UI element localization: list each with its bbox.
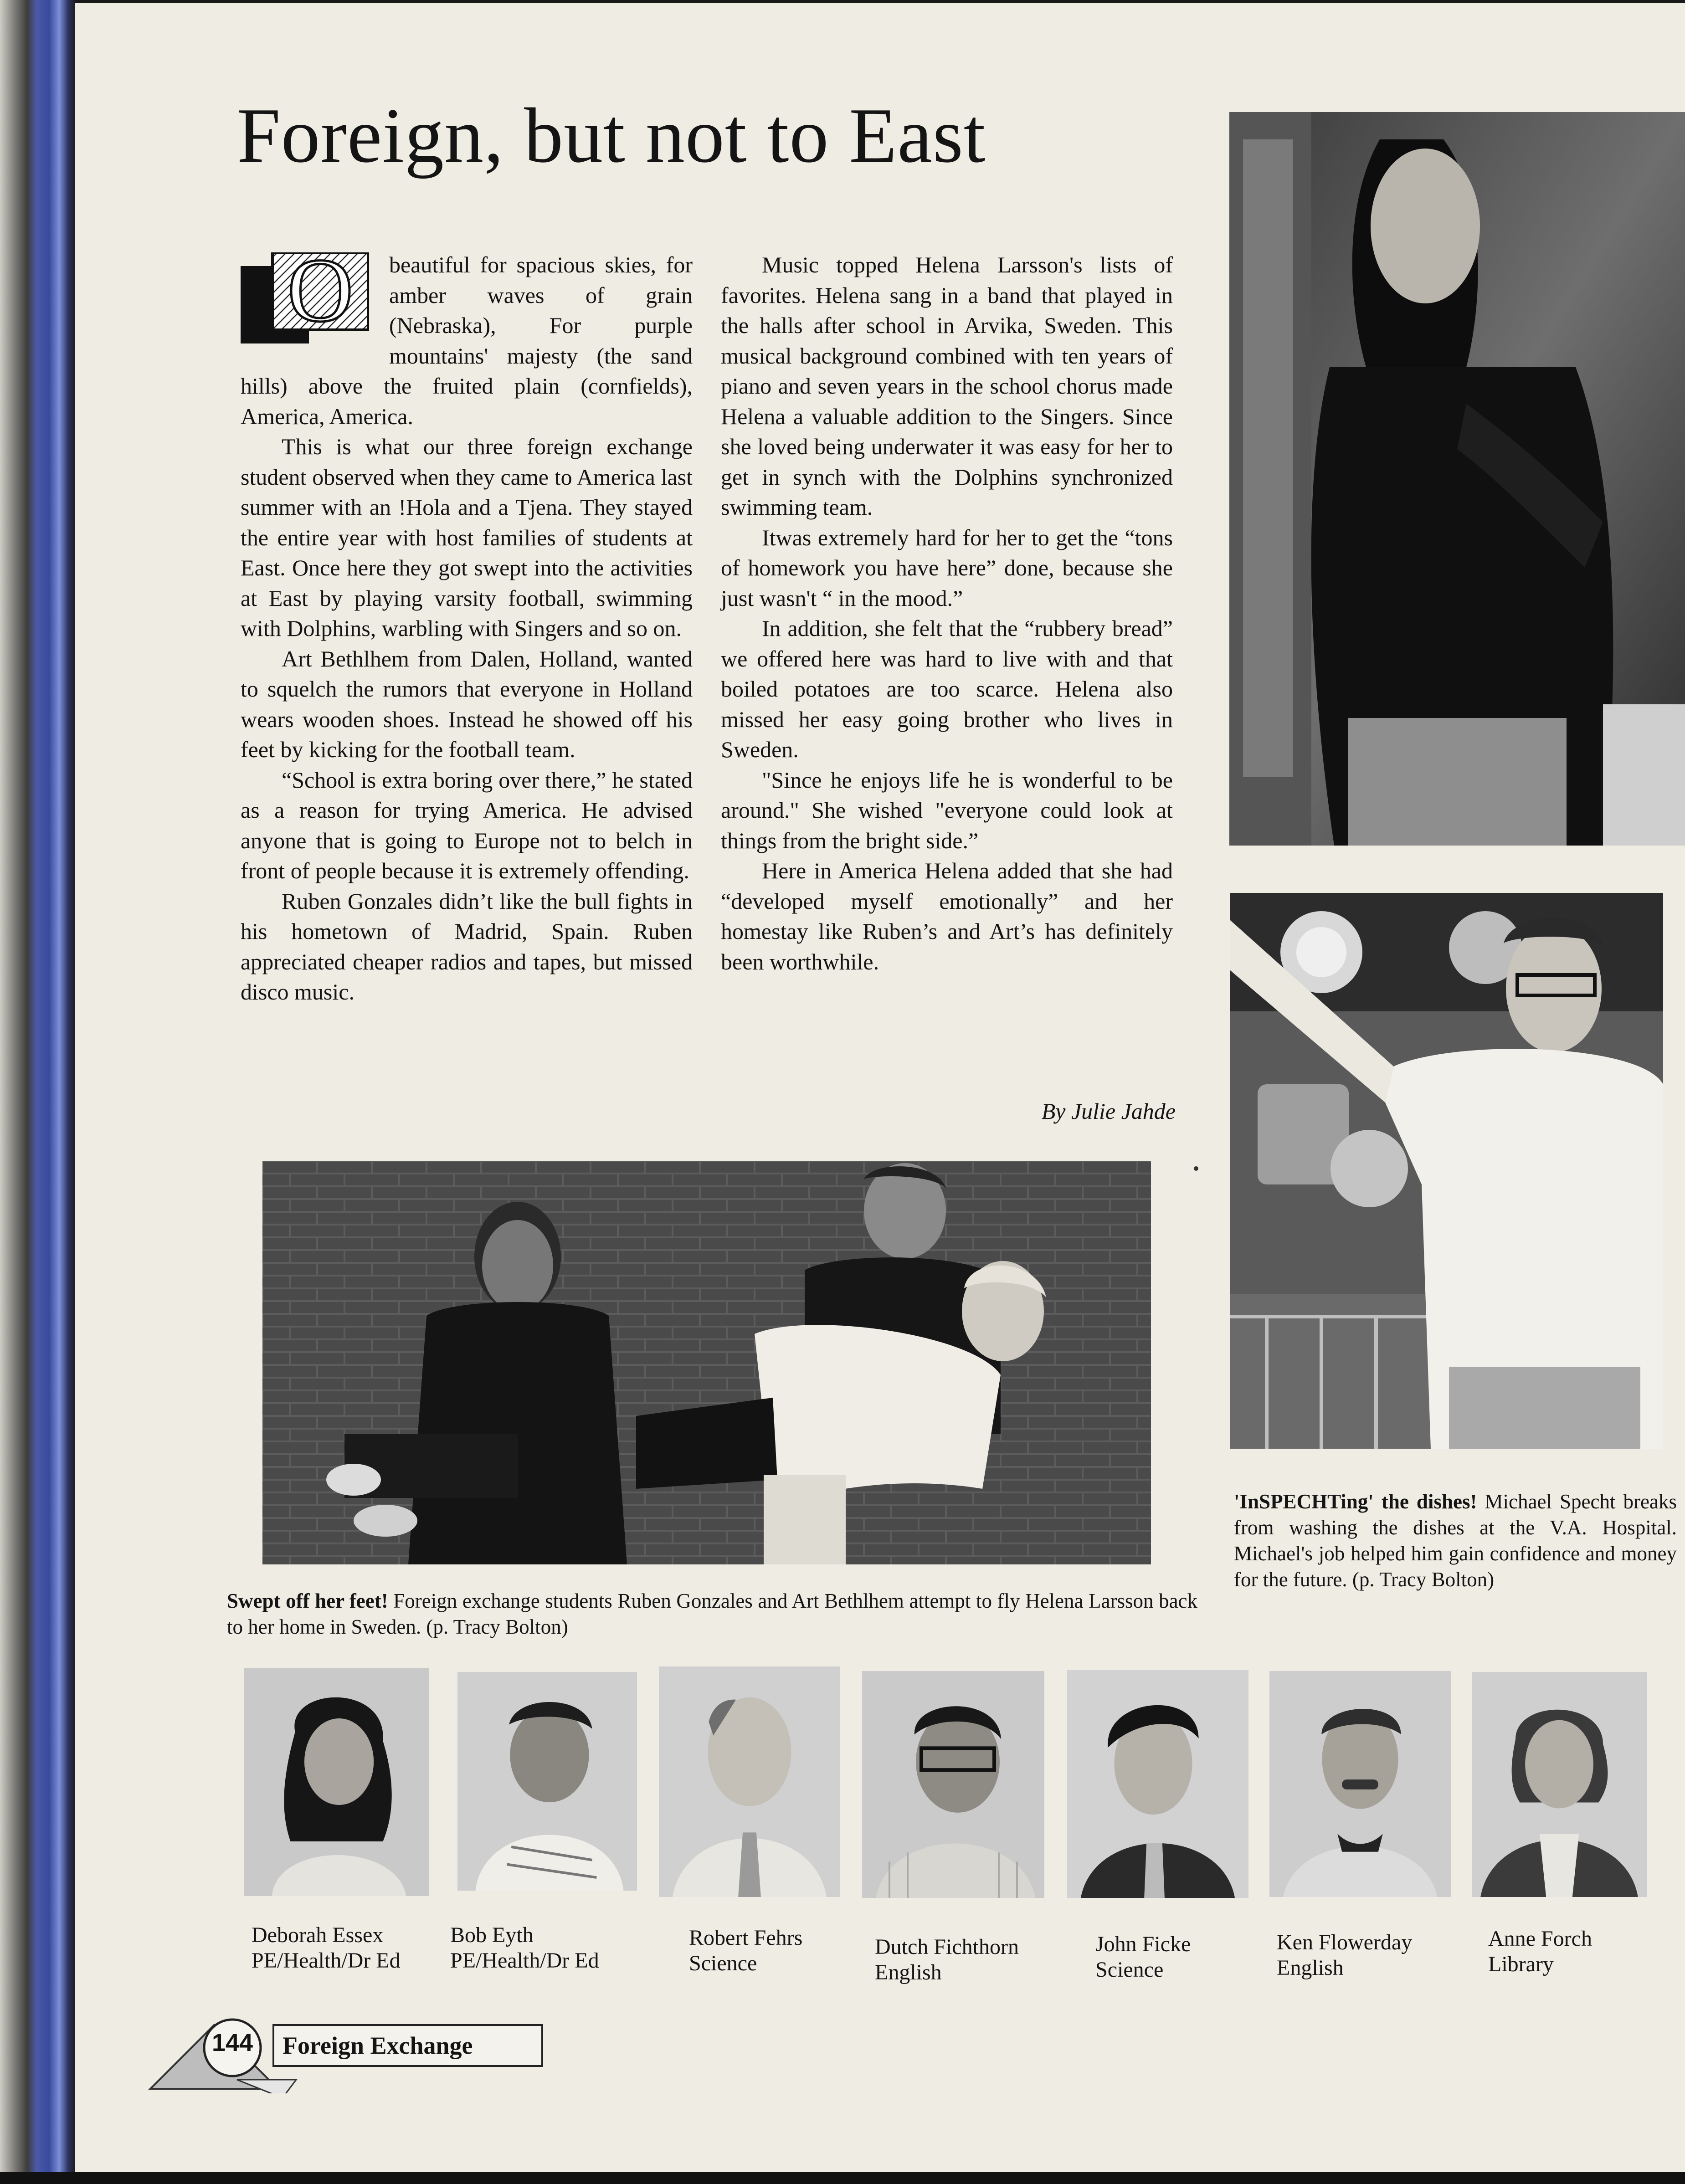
drop-cap (241, 252, 369, 343)
faculty-name-4: Dutch Fichthorn English (875, 1935, 1019, 1984)
caption-right-lead: 'InSPECHTing' the dishes! (1234, 1490, 1477, 1513)
caption-specht-photo (1234, 1489, 1677, 1593)
portrait-ken-flowerday (1269, 1671, 1451, 1897)
page-number: 144 (211, 2029, 253, 2056)
caption-group-lead: Swept off her feet! (227, 1589, 388, 1612)
print-speck (1194, 1166, 1198, 1171)
portrait-anne-forch (1472, 1672, 1647, 1897)
portrait-bob-eyth (457, 1672, 637, 1891)
caption-group-text: Foreign exchange students Ruben Gonzales and Art Bethlhem attempt to fly Helena Larsson back to her home in Sweden. (p. Tracy Bolton) (227, 1589, 1198, 1638)
faculty-name-1: Deborah Essex PE/Health/Dr Ed (252, 1923, 401, 1973)
col2-paragraph-3: In addition, she felt that the “rubbery bread” we offered here was hard to live with and that boiled potatoes are too scarce. Helena also missed her easy going brother who lives in Sweden. (721, 615, 1173, 762)
col2-paragraph-2: Itwas extremely hard for her to get the “tons of homework you have here” done, because she just wasn't “ in the mood.” (721, 524, 1173, 611)
faculty-name-3: Robert Fehrs Science (689, 1926, 803, 1975)
byline: By Julie Jahde (1041, 1098, 1176, 1124)
faculty-name-6: Ken Flowerday English (1277, 1930, 1413, 1980)
drop-cap-graphic (241, 252, 369, 343)
portrait-john-ficke (1067, 1670, 1248, 1898)
article-column-2 (721, 250, 1173, 977)
faculty-name-2: Bob Eyth PE/Health/Dr Ed (450, 1923, 599, 1973)
photo-helena (1229, 112, 1685, 846)
caption-group-photo (227, 1588, 1197, 1640)
article-column-1 (241, 250, 693, 1007)
photo-michael-specht (1230, 893, 1663, 1449)
portrait-deborah-essex (244, 1668, 429, 1896)
page-top-edge (75, 0, 1685, 3)
faculty-name-7: Anne Forch Library (1488, 1927, 1592, 1976)
col2-paragraph-1: Music topped Helena Larsson's lists of favorites. Helena sang in a band that played in the halls after school in Arvika, Sweden. This musical background combined with ten years of piano and seven years in the school chorus made Helena a valuable addition to the Singers. Since she loved being underwater it was easy for her to get in synch with the Dolphins synchronized swimming team. (721, 252, 1173, 520)
section-title: Foreign Exchange (283, 2032, 473, 2059)
photo-group-exchange-students (262, 1161, 1151, 1564)
page-title: Foreign, but not to East (237, 92, 986, 179)
book-binding (0, 0, 75, 2184)
col2-paragraph-4: "Since he enjoys life he is wonderful to be around." She wished "everyone could look at things from the bright side.” (721, 767, 1173, 853)
col1-paragraph-5: Ruben Gonzales didn’t like the bull fights in his hometown of Madrid, Spain. Ruben appreciated cheaper radios and tapes, but missed disco music. (241, 888, 693, 1005)
page-bottom-edge (0, 2172, 1685, 2184)
col1-paragraph-3: Art Bethlhem from Dalen, Holland, wanted to squelch the rumors that everyone in Holland wears wooden shoes. Instead he showed off his feet by kicking for the football team. (241, 646, 693, 762)
faculty-name-5: John Ficke Science (1095, 1932, 1191, 1982)
drop-cap-letter: O (287, 252, 354, 341)
caption-right-text: Michael Specht breaks from washing the dishes at the V.A. Hospital. Michael's job helped him gain confidence and money for the future. (p. Tracy Bolton) (1234, 1490, 1677, 1591)
col1-paragraph-1: beautiful for spacious skies, for amber waves of grain (Nebraska), For purple mountains' majesty (the sand hills) above the fruited plain (cornfields), America, America. (241, 252, 693, 429)
col2-paragraph-5: Here in America Helena added that she had “developed myself emotionally” and her homestay like Ruben’s and Art’s has definitely been worthwhile. (721, 858, 1173, 974)
page-folio (146, 2011, 547, 2093)
col1-paragraph-2: This is what our three foreign exchange student observed when they came to America last summer with an !Hola and a Tjena. They stayed the entire year with host families of students at East. Once here they got swept into the activities at East by playing varsity football, swimming with Dolphins, warbling with Singers and so on. (241, 434, 693, 641)
col1-paragraph-4: “School is extra boring over there,” he stated as a reason for trying America. He advised anyone that is going to Europe not to belch in front of people because it is extremely offending. (241, 767, 693, 883)
portrait-robert-fehrs (659, 1666, 840, 1897)
portrait-dutch-fichthorn (862, 1671, 1044, 1898)
